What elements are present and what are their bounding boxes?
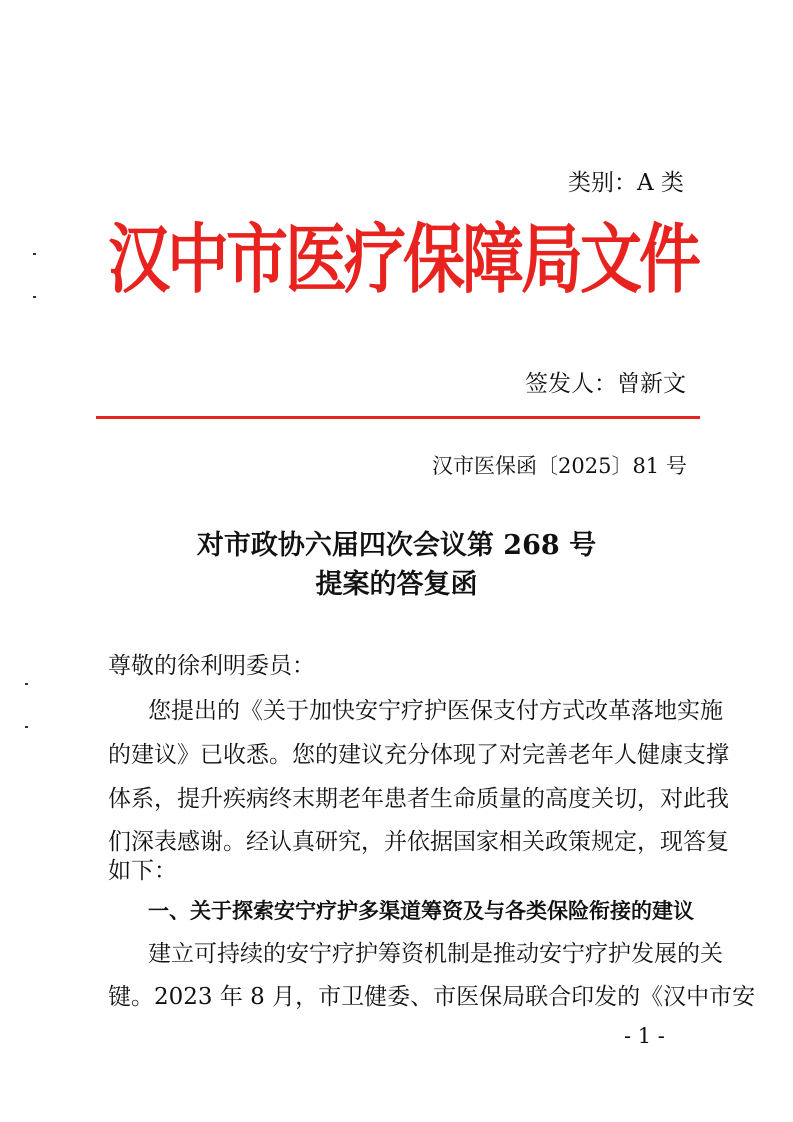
paragraph-line: 建立可持续的安宁疗护筹资机制是推动安宁疗护发展的关 (148, 941, 723, 967)
red-divider (96, 416, 700, 419)
scan-mark (25, 726, 28, 728)
category-label: 类别：A 类 (568, 170, 684, 196)
issuer-label: 签发人：曾新文 (525, 371, 686, 397)
paragraph-line: 键。2023 年 8 月，市卫健委、市医保局联合印发的《汉中市安 (108, 984, 756, 1010)
scan-mark (25, 683, 28, 685)
paragraph-line: 的建议》已收悉。您的建议充分体现了对完善老年人健康支撑 (108, 742, 729, 768)
salutation: 尊敬的徐利明委员： (108, 653, 315, 679)
paragraph-line: 体系，提升疾病终末期老年患者生命质量的高度关切，对此我 (108, 786, 729, 812)
scan-mark (33, 253, 36, 255)
section-heading: 一、关于探索安宁疗护多渠道筹资及与各类保险衔接的建议 (148, 899, 694, 923)
paragraph-line: 您提出的《关于加快安宁疗护医保支付方式改革落地实施 (148, 698, 723, 724)
document-number: 汉市医保函〔2025〕81 号 (432, 454, 687, 478)
page-number: - 1 - (624, 1024, 665, 1048)
paragraph-line: 如下： (108, 858, 177, 884)
title-line-1: 对市政协六届四次会议第 268 号 (196, 530, 597, 561)
scan-mark (33, 296, 36, 298)
red-header-title: 汉中市医疗保障局文件 (108, 214, 699, 304)
paragraph-line: 们深表感谢。经认真研究，并依据国家相关政策规定，现答复 (108, 829, 729, 855)
title-line-2: 提案的答复函 (315, 569, 478, 600)
